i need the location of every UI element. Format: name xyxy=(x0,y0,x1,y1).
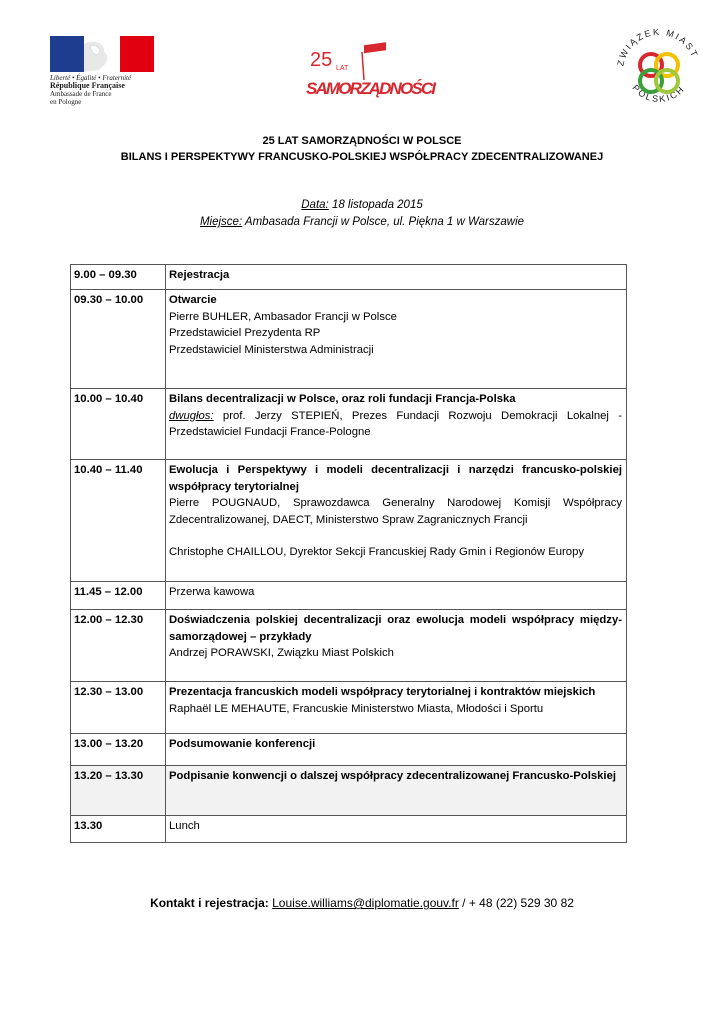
motto: Liberté • Égalité • Fraternité xyxy=(50,74,132,82)
agenda-title: Otwarcie xyxy=(169,294,217,306)
embassy-name: Ambassade de France xyxy=(50,90,112,98)
agenda-row xyxy=(71,734,627,766)
republic-name: République Française xyxy=(50,81,125,90)
marianne-flag-icon xyxy=(50,36,154,72)
agenda-content xyxy=(166,766,627,816)
agenda-time: 12.00 – 12.30 xyxy=(71,610,166,682)
agenda-time: 09.30 – 10.00 xyxy=(71,290,166,389)
agenda-table xyxy=(70,264,627,843)
contact-line xyxy=(0,896,724,910)
place-label: Miejsce: xyxy=(199,216,243,228)
agenda-title: Podpisanie konwencji o dalszej współpracy zdecentralizowanej Francusko-Polskiej xyxy=(169,770,616,782)
dwuglos-text: prof. Jerzy STEPIEŃ, Prezes Fundacji Rozwoju Demokracji Lokalnej - Przedstawiciel Fundacji France-Pologne xyxy=(169,409,622,438)
samorzadnosc-logo-icon xyxy=(302,40,442,102)
agenda-title: Ewolucja i Perspektywy i modeli decentralizacji i narzędzi francusko-polskiej współpracy terytorialnej xyxy=(169,464,622,493)
date-line xyxy=(0,197,724,214)
agenda-content xyxy=(166,734,627,766)
agenda-time: 13.20 – 13.30 xyxy=(71,766,166,816)
agenda-row xyxy=(71,610,627,682)
place-line xyxy=(0,214,724,231)
speaker-line: Andrzej PORAWSKI, Związku Miast Polskich xyxy=(169,647,394,659)
speaker-line xyxy=(169,408,622,441)
speaker-line: Przedstawiciel Prezydenta RP xyxy=(169,327,321,339)
agenda-content xyxy=(166,682,627,734)
embassy-country: en Pologne xyxy=(50,98,82,106)
agenda-row xyxy=(71,460,627,582)
agenda-time: 10.40 – 11.40 xyxy=(71,460,166,582)
agenda-time: 10.00 – 10.40 xyxy=(71,389,166,460)
zwiazek-miast-polskich-logo xyxy=(613,25,705,117)
title-line-1: 25 LAT SAMORZĄDNOŚCI W POLSCE xyxy=(262,135,462,147)
agenda-row xyxy=(71,682,627,734)
speaker-line: Pierre BUHLER, Ambasador Francji w Polsce xyxy=(169,310,397,323)
svg-text:POLSKICH: POLSKICH xyxy=(630,82,687,105)
contact-phone: / + 48 (22) 529 30 82 xyxy=(458,896,574,910)
agenda-row xyxy=(71,389,627,460)
agenda-content xyxy=(166,265,627,290)
agenda-time: 12.30 – 13.00 xyxy=(71,682,166,734)
agenda-row xyxy=(71,265,627,290)
agenda-title: Podsumowanie konferencji xyxy=(169,738,316,750)
agenda-time: 9.00 – 09.30 xyxy=(71,265,166,290)
date-label: Data: xyxy=(301,199,329,211)
agenda-row xyxy=(71,816,627,843)
agenda-title: Bilans decentralizacji w Polsce, oraz roli fundacji Francja-Polska xyxy=(169,393,516,405)
svg-text:LAT: LAT xyxy=(336,65,349,72)
agenda-row xyxy=(71,766,627,816)
agenda-time: 13.00 – 13.20 xyxy=(71,734,166,766)
agenda-content xyxy=(166,389,627,460)
agenda-title: Rejestracja xyxy=(169,269,230,281)
agenda-text: Lunch xyxy=(169,820,200,832)
agenda-time: 11.45 – 12.00 xyxy=(71,582,166,610)
agenda-time: 13.30 xyxy=(71,816,166,843)
agenda-content xyxy=(166,582,627,610)
french-embassy-logo xyxy=(50,36,160,118)
city-rings-logo-icon xyxy=(613,25,705,117)
speaker-line: Raphaël LE MEHAUTE, Francuskie Ministerstwo Miasta, Młodości i Sportu xyxy=(169,702,544,715)
speaker-line: Christophe CHAILLOU, Dyrektor Sekcji Francuskiej Rady Gmin i Regionów Europy xyxy=(169,546,585,558)
agenda-title: Prezentacja francuskich modeli współpracy terytorialnej i kontraktów miejskich xyxy=(169,686,596,698)
agenda-title: Doświadczenia polskiej decentralizacji oraz ewolucja modeli współpracy między-samorządowej – przykłady xyxy=(169,614,622,643)
contact-label: Kontakt i rejestracja: xyxy=(150,896,269,910)
agenda-content xyxy=(166,610,627,682)
agenda-content xyxy=(166,290,627,389)
agenda-content xyxy=(166,460,627,582)
svg-text:ZWIĄZEK MIAST: ZWIĄZEK MIAST xyxy=(615,26,701,67)
agenda-content xyxy=(166,816,627,843)
dwuglos-label: dwugłos: xyxy=(169,409,214,422)
speaker-line: Pierre POUGNAUD, Sprawozdawca Generalny Narodowej Komisji Współpracy Zdecentralizowanej, DAECT, Ministerstwo Spraw Zagranicznych Francji xyxy=(169,497,622,526)
svg-text:SAMORZĄDNOŚCI: SAMORZĄDNOŚCI xyxy=(306,79,436,98)
agenda-row xyxy=(71,582,627,610)
place-value: Ambasada Francji w Polsce, ul. Piękna 1 w Warszawie xyxy=(242,216,525,228)
document-title xyxy=(0,133,724,165)
svg-text:25: 25 xyxy=(310,49,333,71)
contact-email-link[interactable]: Louise.williams@diplomatie.gouv.fr xyxy=(272,896,459,910)
agenda-row xyxy=(71,290,627,389)
title-line-2: BILANS I PERSPEKTYWY FRANCUSKO-POLSKIEJ WSPÓŁPRACY ZDECENTRALIZOWANEJ xyxy=(120,151,604,163)
samorzadnosc-25-logo xyxy=(302,40,442,102)
agenda-text: Przerwa kawowa xyxy=(169,586,255,598)
date-value: 18 listopada 2015 xyxy=(328,199,423,211)
speaker-line: Przedstawiciel Ministerstwa Administracji xyxy=(169,343,374,356)
event-meta xyxy=(0,197,724,231)
